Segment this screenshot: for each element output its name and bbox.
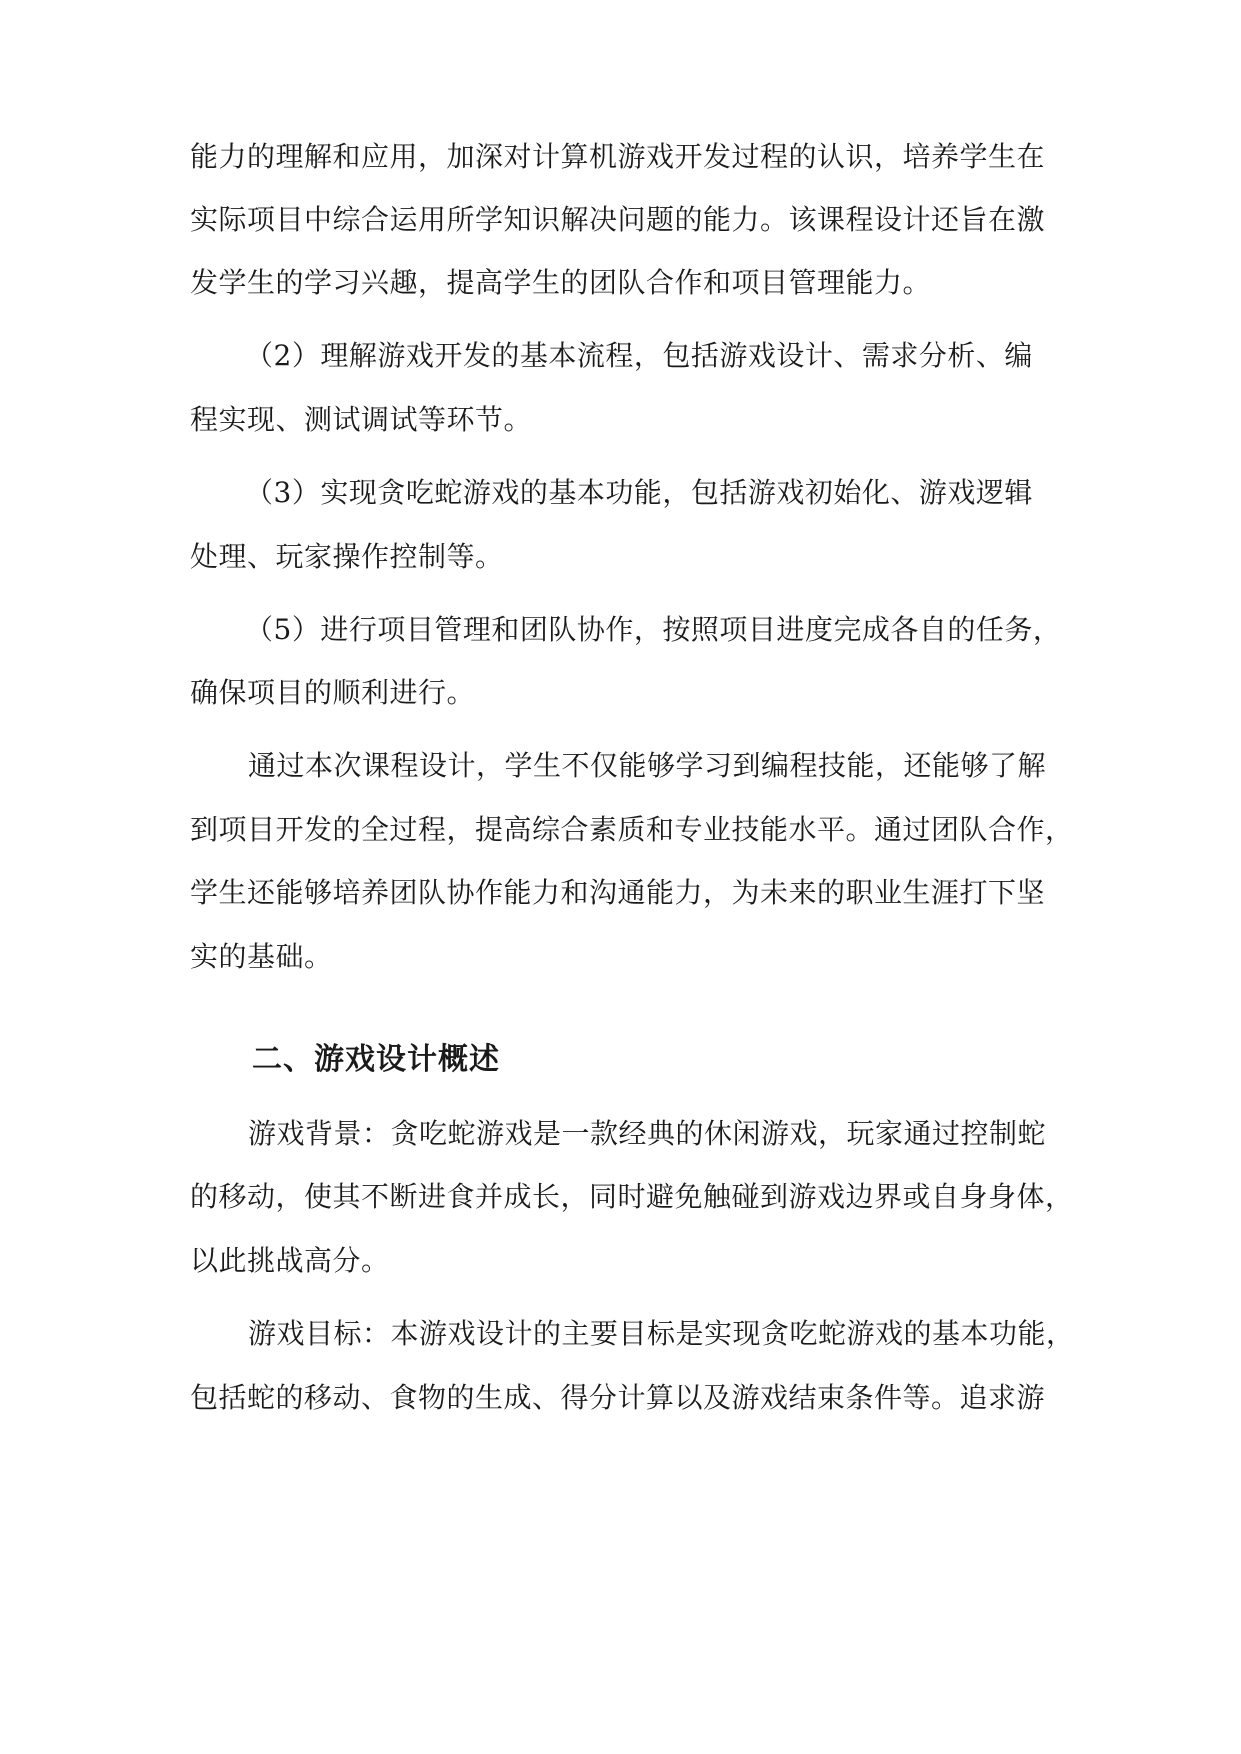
paragraph-line: 能力的理解和应用，加深对计算机游戏开发过程的认识，培养学生在	[190, 140, 1046, 173]
list-item-line: 确保项目的顺利进行。	[190, 676, 476, 709]
paragraph-line: 的移动，使其不断进食并成长，同时避免触碰到游戏边界或自身身体，	[190, 1180, 1074, 1213]
paragraph-line: 以此挑战高分。	[190, 1244, 390, 1277]
paragraph-line: 通过本次课程设计，学生不仅能够学习到编程技能，还能够了解	[248, 749, 1047, 782]
list-item-line: （2）理解游戏开发的基本流程，包括游戏设计、需求分析、编	[245, 339, 1033, 372]
paragraph-line: 包括蛇的移动、食物的生成、得分计算以及游戏结束条件等。追求游	[190, 1381, 1046, 1414]
list-item-line: （5）进行项目管理和团队协作，按照项目进度完成各自的任务，	[245, 613, 1062, 646]
list-item-line: 程实现、测试调试等环节。	[190, 403, 533, 436]
paragraph-line: 游戏背景：贪吃蛇游戏是一款经典的休闲游戏，玩家通过控制蛇	[248, 1117, 1047, 1150]
list-item-line: （3）实现贪吃蛇游戏的基本功能，包括游戏初始化、游戏逻辑	[245, 476, 1033, 509]
paragraph-line: 学生还能够培养团队协作能力和沟通能力，为未来的职业生涯打下坚	[190, 876, 1046, 909]
list-item-line: 处理、玩家操作控制等。	[190, 540, 504, 573]
section-heading: 二、游戏设计概述	[252, 1042, 500, 1077]
paragraph-line: 游戏目标：本游戏设计的主要目标是实现贪吃蛇游戏的基本功能，	[248, 1317, 1075, 1350]
paragraph-line: 实际项目中综合运用所学知识解决问题的能力。该课程设计还旨在激	[190, 203, 1046, 236]
paragraph-line: 实的基础。	[190, 940, 333, 973]
paragraph-line: 发学生的学习兴趣，提高学生的团队合作和项目管理能力。	[190, 266, 932, 299]
paragraph-line: 到项目开发的全过程，提高综合素质和专业技能水平。通过团队合作，	[190, 813, 1074, 846]
